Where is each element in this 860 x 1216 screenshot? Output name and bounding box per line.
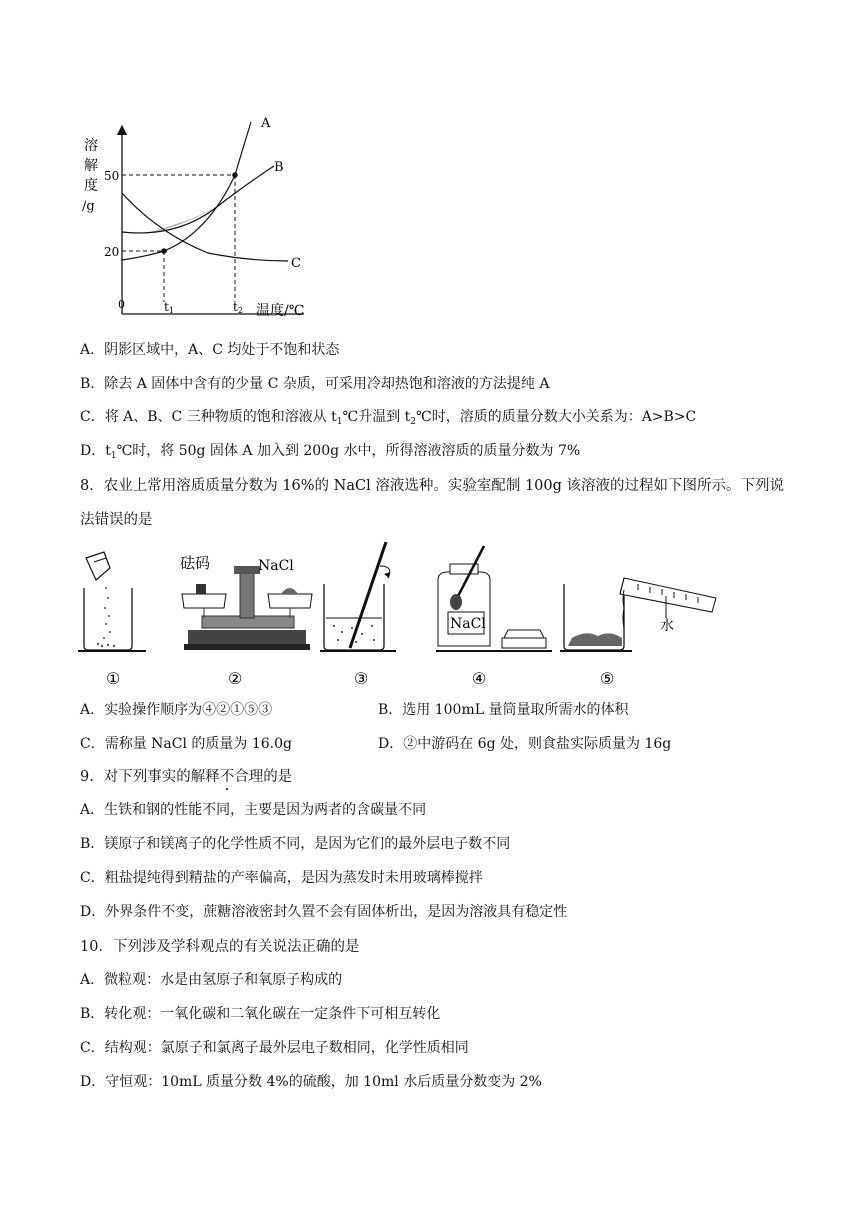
q7-option-c: C．将 A、B、C 三种物质的饱和溶液从 $t_1℃$升温到 $t_2℃$时，溶质的质量分数大小关系为：A>B>C	[80, 409, 697, 427]
xtick-t2: t2	[233, 300, 243, 315]
q10-stem: 10．下列涉及学科观点的有关说法正确的是	[80, 939, 360, 955]
step2-balance	[182, 566, 312, 650]
step-number-5: ⑤	[600, 669, 615, 688]
q8-stem-line1: 8．农业上常用溶质质量分数为 16%的 NaCl 溶液选种。实验室配制 100g 该溶液的过程如下图所示。下列说	[80, 478, 785, 494]
q7-option-a: A．阴影区域中，A、C 均处于不饱和状态	[80, 342, 340, 358]
q7-option-b: B．除去 A 固体中含有的少量 C 杂质，可采用冷却热饱和溶液的方法提纯 A	[80, 376, 550, 392]
curve-A	[122, 122, 251, 260]
q7-option-d: D．$t_1℃$时，将 50g 固体 A 加入到 200g 水中，所得溶液溶质的质量分数为 7%	[80, 443, 581, 461]
q10-option-c: C．结构观：氯原子和氯离子最外层电子数相同，化学性质相同	[80, 1040, 469, 1056]
ytick-50: 50	[104, 169, 120, 183]
curve-label-A: A	[261, 116, 271, 131]
q8-stem-line2: 法错误的是	[80, 512, 153, 528]
step-number-1: ①	[106, 669, 121, 688]
ylabel-char-3: 度	[84, 178, 98, 194]
fig-nacl-jar-label: NaCl	[450, 616, 486, 632]
ylabel-char-4: /g	[82, 199, 95, 214]
fig-nacl-pan-label: NaCl	[258, 558, 294, 574]
q9-option-b: B．镁原子和镁离子的化学性质不同，是因为它们的最外层电子数不同	[80, 836, 511, 852]
solubility-chart	[78, 108, 318, 323]
curve-label-C: C	[291, 256, 301, 271]
point-t1	[161, 248, 167, 254]
step-number-2: ②	[228, 669, 243, 688]
ytick-20: 20	[104, 245, 120, 259]
curve-label-B: B	[274, 160, 284, 175]
curve-B	[122, 166, 274, 233]
q10-option-d: D．守恒观：10mL 质量分数 4%的硫酸，加 10ml 水后质量分数变为 2%	[80, 1074, 542, 1090]
origin-label: 0	[118, 298, 125, 311]
step1-pour-solid	[78, 552, 146, 651]
fig-water-label: 水	[660, 618, 674, 634]
q10-option-b: B．转化观：一氧化碳和二氧化碳在一定条件下可相互转化	[80, 1006, 441, 1022]
q8-option-a: A．实验操作顺序为④②①⑤③	[80, 702, 273, 718]
q9-option-d: D．外界条件不变，蔗糖溶液密封久置不会有固体析出，是因为溶液具有稳定性	[80, 904, 568, 920]
point-t2	[232, 172, 238, 178]
ylabel-char-2: 解	[84, 158, 98, 174]
step-number-4: ④	[472, 669, 487, 688]
q8-option-d: D．②中游码在 6g 处，则食盐实际质量为 16g	[378, 736, 672, 752]
ylabel-char-1: 溶	[84, 138, 98, 154]
xtick-t1: t1	[164, 300, 174, 315]
step5-pour-water	[560, 578, 716, 651]
q8-procedure-figure	[76, 538, 726, 690]
xlabel: 温度/℃	[256, 303, 305, 319]
step3-stir	[320, 542, 396, 651]
step4-reagent-jar	[436, 546, 552, 651]
q8-option-b: B．选用 100mL 量筒量取所需水的体积	[378, 702, 629, 718]
fig-weights-label: 砝码	[180, 554, 211, 572]
q8-option-c: C．需称量 NaCl 的质量为 16.0g	[80, 736, 292, 752]
q9-option-a: A．生铁和钢的性能不同，主要是因为两者的含碳量不同	[80, 802, 427, 818]
q9-stem: 9．对下列事实的解释不合理的是	[80, 769, 293, 785]
step-number-3: ③	[354, 669, 369, 688]
q10-option-a: A．微粒观：水是由氢原子和氧原子构成的	[80, 972, 343, 988]
q9-option-c: C．粗盐提纯得到精盐的产率偏高，是因为蒸发时未用玻璃棒搅拌	[80, 870, 483, 886]
